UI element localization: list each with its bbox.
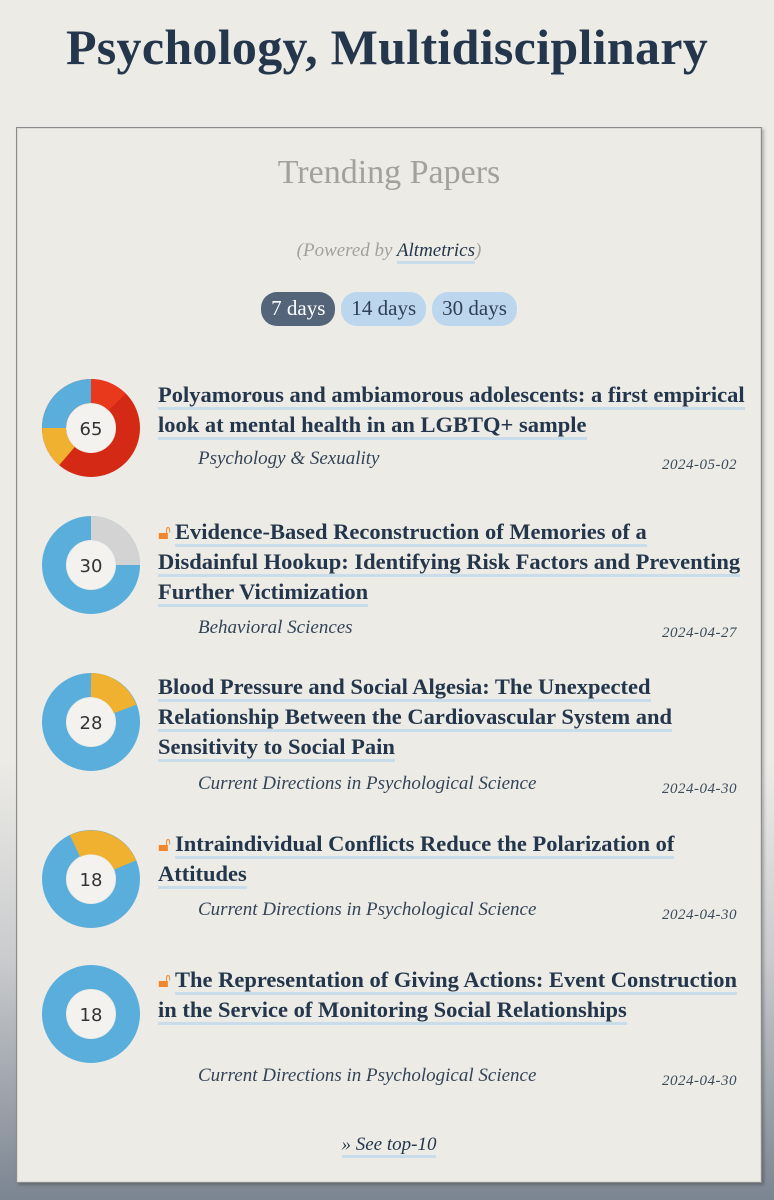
publish-date: 2024-04-27 [662, 625, 737, 641]
paper-title[interactable]: Intraindividual Conflicts Reduce the Polarization of Attitudes [158, 831, 674, 889]
powered-by [17, 240, 761, 262]
paper-title[interactable]: The Representation of Giving Actions: Event Construction in the Service of Monitoring Social Relationships [158, 967, 737, 1025]
page-title: Psychology, Multidisciplinary [65, 19, 709, 75]
publish-date: 2024-04-30 [662, 781, 737, 797]
open-access-lock-icon: 🔓︎ [158, 520, 171, 544]
powered-suffix: ) [475, 240, 482, 261]
open-access-lock-icon: 🔓︎ [158, 968, 171, 992]
paper-title-link[interactable] [158, 380, 748, 440]
paper-title-link[interactable] [158, 672, 748, 762]
trending-papers-panel [16, 127, 762, 1183]
publish-date: 2024-04-30 [662, 1073, 737, 1089]
publish-date: 2024-05-02 [662, 457, 737, 473]
journal-name: Current Directions in Psychological Science [198, 1065, 537, 1086]
altmetric-donut-icon[interactable] [41, 964, 141, 1064]
see-top-10-label[interactable]: » See top-10 [342, 1134, 437, 1158]
journal-name: Current Directions in Psychological Science [198, 773, 537, 794]
powered-prefix: (Powered by [296, 240, 397, 261]
score-label: 28 [79, 713, 103, 734]
altmetric-donut-icon[interactable] [41, 515, 141, 615]
score-label: 30 [79, 556, 103, 577]
journal-name: Current Directions in Psychological Science [198, 899, 537, 920]
tab-14-days[interactable]: 14 days [341, 292, 426, 326]
publish-date: 2024-04-30 [662, 907, 737, 923]
paper-title[interactable]: Blood Pressure and Social Algesia: The Unexpected Relationship Between the Cardiovascular System and Sensitivity to Social Pain [158, 674, 672, 762]
score-label: 65 [79, 419, 103, 440]
score-label: 18 [79, 1005, 103, 1026]
journal-name: Psychology & Sexuality [198, 448, 380, 469]
journal-name: Behavioral Sciences [198, 617, 353, 638]
altmetric-donut-icon[interactable] [41, 829, 141, 929]
open-access-lock-icon: 🔓︎ [158, 832, 171, 856]
score-label: 18 [79, 870, 103, 891]
altmetric-donut-icon[interactable] [41, 672, 141, 772]
paper-title[interactable]: Polyamorous and ambiamorous adolescents: a first empirical look at mental health in an LGBTQ+ sample [158, 382, 745, 440]
see-top-10-link[interactable] [17, 1134, 761, 1156]
paper-title[interactable]: Evidence-Based Reconstruction of Memories of a Disdainful Hookup: Identifying Risk Factors and Preventing Further Victimization [158, 519, 740, 607]
tab-7-days[interactable]: 7 days [261, 292, 335, 326]
paper-title-link[interactable] [158, 829, 748, 889]
panel-title: Trending Papers [277, 154, 501, 191]
period-tabs [17, 292, 761, 326]
altmetrics-link[interactable]: Altmetrics [397, 240, 475, 264]
paper-title-link[interactable] [158, 965, 748, 1025]
paper-title-link[interactable] [158, 517, 748, 607]
altmetric-donut-icon[interactable] [41, 378, 141, 478]
tab-30-days[interactable]: 30 days [432, 292, 517, 326]
